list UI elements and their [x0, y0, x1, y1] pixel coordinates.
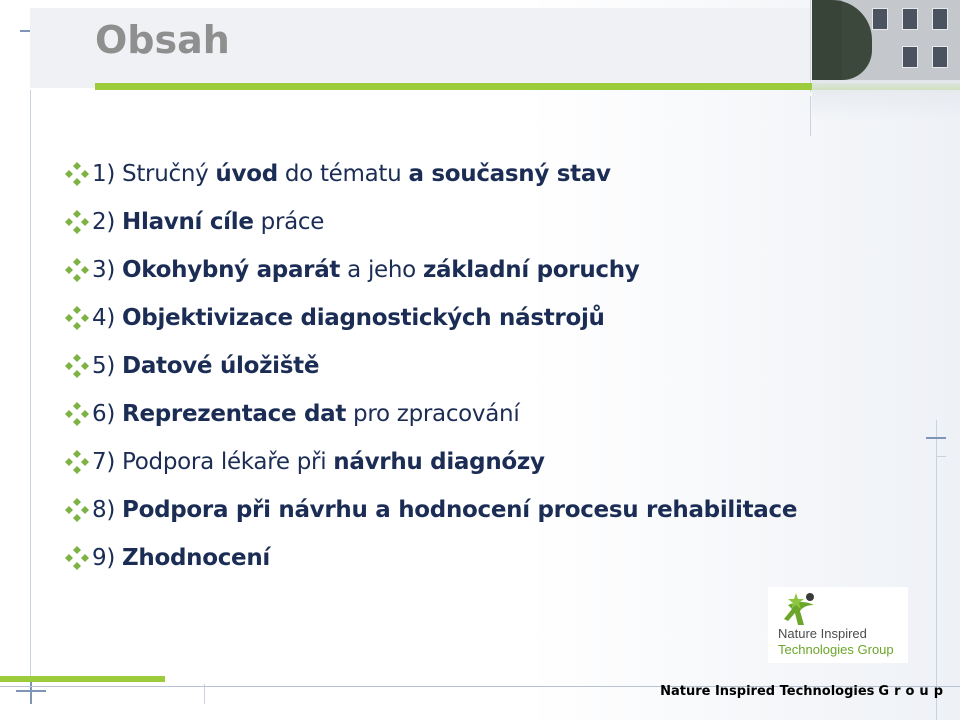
agenda-item — [64, 294, 797, 342]
agenda-item — [64, 486, 797, 534]
diamond-bullet-icon — [64, 305, 90, 331]
agenda-item — [64, 150, 797, 198]
bottom-left-vline — [30, 680, 32, 704]
footer-green-bar — [0, 676, 165, 682]
diamond-bullet-icon — [64, 161, 90, 187]
agenda-item-text: základní poruchy — [422, 257, 640, 283]
right-cross-hline-2 — [936, 456, 946, 457]
agenda-item-text: 3) — [92, 257, 123, 283]
agenda-item-text: 9) — [92, 545, 123, 571]
agenda-item-text: Okohybný aparát — [122, 257, 341, 283]
agenda-item-text: 5) — [92, 353, 123, 379]
agenda-item-text: Reprezentace dat — [122, 401, 347, 427]
agenda-item-text: Datové úložiště — [122, 353, 320, 379]
building-photo — [812, 0, 960, 80]
slide-title: Obsah — [95, 18, 230, 62]
agenda-item-text: pro zpracování — [346, 401, 520, 427]
bottom-mid-vline — [204, 684, 205, 704]
agenda-item-text: Podpora při návrhu a hodnocení procesu rehabilitace — [122, 497, 798, 523]
agenda-item — [64, 534, 797, 582]
bottom-left-hline — [16, 690, 46, 692]
agenda-item-text: 6) — [92, 401, 123, 427]
agenda-item — [64, 390, 797, 438]
photo-fade — [812, 80, 960, 120]
agenda-item — [64, 246, 797, 294]
right-cross-hline — [926, 437, 946, 439]
diamond-bullet-icon — [64, 353, 90, 379]
agenda-item-text: 1) Stručný — [92, 161, 216, 187]
agenda-list — [64, 150, 797, 582]
agenda-item-text: práce — [253, 209, 325, 235]
agenda-item-text: 8) — [92, 497, 123, 523]
agenda-item-text: 2) — [92, 209, 123, 235]
agenda-item-text: 7) Podpora lékaře při — [92, 449, 334, 475]
diamond-bullet-icon — [64, 209, 90, 235]
footer-text — [660, 684, 948, 699]
diamond-bullet-icon — [64, 449, 90, 475]
agenda-item-text: 4) — [92, 305, 123, 331]
agenda-item-text: do tématu — [277, 161, 409, 187]
agenda-item-text: a současný stav — [408, 161, 611, 187]
agenda-item-text: Zhodnocení — [122, 545, 271, 571]
left-margin-vline — [30, 90, 31, 690]
diamond-bullet-icon — [64, 545, 90, 571]
agenda-item-text: úvod — [215, 161, 278, 187]
logo-line1: Nature Inspired — [778, 626, 867, 641]
right-vline-2 — [810, 96, 811, 136]
agenda-item-text: návrhu diagnózy — [333, 449, 545, 475]
logo — [768, 587, 908, 663]
agenda-item — [64, 198, 797, 246]
agenda-item-text: Hlavní cíle — [122, 209, 254, 235]
agenda-item — [64, 438, 797, 486]
right-vline — [810, 0, 811, 92]
diamond-bullet-icon — [64, 497, 90, 523]
agenda-item-text: a jeho — [340, 257, 423, 283]
footer-text-group: Group — [878, 684, 948, 699]
agenda-item-text: Objektivizace diagnostických nástrojů — [122, 305, 605, 331]
agenda-item — [64, 342, 797, 390]
logo-figure-icon — [782, 591, 822, 627]
logo-line2: Technologies Group — [778, 642, 894, 657]
right-margin-vline — [936, 420, 937, 720]
diamond-bullet-icon — [64, 257, 90, 283]
diamond-bullet-icon — [64, 401, 90, 427]
footer-text-main: Nature Inspired Technologies — [660, 684, 875, 699]
